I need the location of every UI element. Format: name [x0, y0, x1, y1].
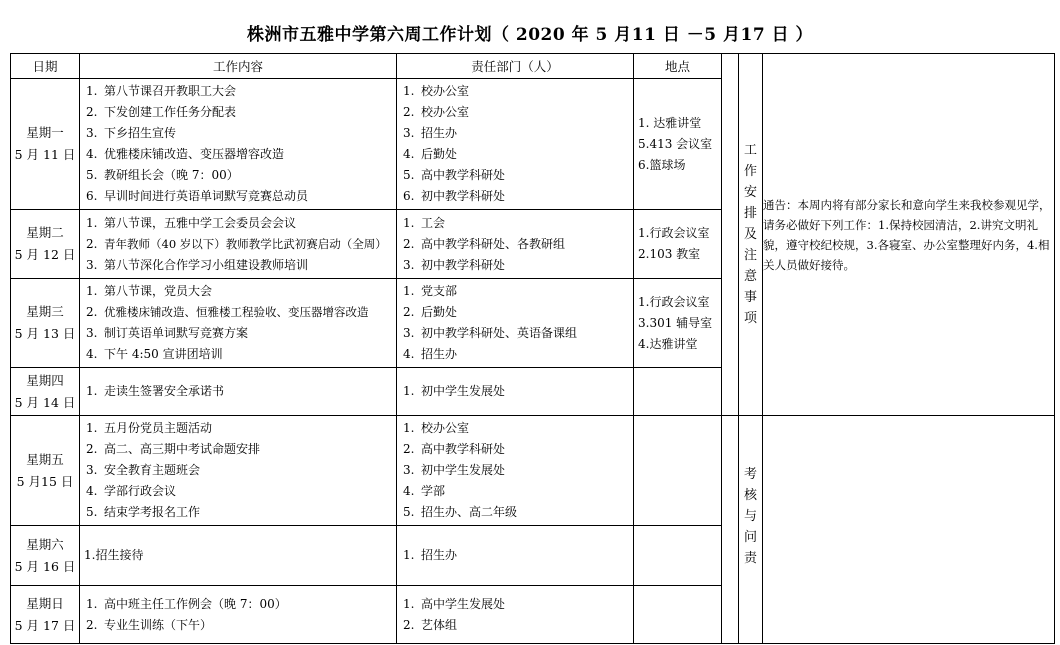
place-item: 2.103 教室 — [638, 247, 701, 261]
task-item: 2. 青年教师（40 岁以下）教师教学比武初赛启动（全周） — [86, 236, 387, 251]
task-item: 3. 安全教育主题班会 — [86, 463, 201, 477]
weekday: 星期五 — [26, 451, 64, 467]
place-cell — [634, 368, 722, 416]
place-cell — [634, 279, 722, 368]
place-item: 1.行政会议室 — [638, 294, 710, 309]
task-item: 1. 第八节课召开教职工大会 — [86, 84, 237, 98]
dept-item: 1. 招生办 — [403, 548, 458, 562]
weekday: 星期六 — [26, 536, 64, 552]
dept-item: 4. 学部 — [403, 484, 446, 498]
dept-item: 2. 高中教学科研处 — [403, 442, 506, 456]
notice-text: 通告：本周内将有部分家长和意向学生来我校参观见学，请务必做好下列工作：1.保持校园清洁，2.讲究文明礼貌，遵守校纪校规，3.各寝室、办公室整理好内务，4.相关人员做好接待。 — [763, 197, 1051, 272]
tasks-cell — [80, 79, 397, 210]
dept-item: 5. 招生办、高二年级 — [403, 505, 518, 519]
task-item: 1.招生接待 — [84, 548, 144, 562]
place-item: 6.篮球场 — [638, 157, 686, 172]
task-item: 4. 优雅楼床铺改造、变压器增容改造 — [86, 147, 285, 161]
dept-item: 2. 高中教学科研处、各教研组 — [403, 236, 566, 251]
place-cell — [634, 79, 722, 210]
date: 5 月 17 日 — [14, 617, 76, 633]
task-item: 6. 早训时间进行英语单词默写竞赛总动员 — [86, 189, 309, 203]
dept-cell — [397, 210, 634, 279]
place-cell — [634, 526, 722, 586]
dept-cell — [397, 79, 634, 210]
task-item: 4. 学部行政会议 — [86, 484, 177, 498]
dept-cell — [397, 586, 634, 644]
dept-cell — [397, 279, 634, 368]
task-item: 1. 高中班主任工作例会（晚 7：00） — [86, 596, 287, 611]
day-cell — [11, 586, 80, 644]
date: 5 月 14 日 — [14, 394, 76, 410]
day-cell — [11, 526, 80, 586]
dept-item: 1. 高中学生发展处 — [403, 596, 506, 611]
task-item: 3. 制订英语单词默写竞赛方案 — [86, 326, 249, 340]
dept-item: 4. 招生办 — [403, 347, 458, 361]
weekday: 星期四 — [26, 372, 64, 388]
day-cell — [11, 79, 80, 210]
task-item: 2. 下发创建工作任务分配表 — [86, 105, 237, 119]
tasks-cell — [80, 526, 397, 586]
day-cell — [11, 210, 80, 279]
date: 5 月 11 日 — [14, 147, 76, 162]
task-item: 2. 优雅楼床铺改造、恒雅楼工程验收、变压器增容改造 — [86, 305, 369, 319]
side-arrange-label: 工作安排及注意事项 — [743, 143, 757, 326]
notice-cell — [763, 54, 1055, 416]
day-cell — [11, 368, 80, 416]
dept-item: 2. 后勤处 — [403, 305, 458, 319]
task-item: 1. 第八节课，党员大会 — [86, 284, 213, 298]
weekday: 星期日 — [26, 595, 64, 611]
task-item: 3. 第八节深化合作学习小组建设教师培训 — [86, 257, 309, 272]
dept-item: 6. 初中教学科研处 — [403, 189, 506, 203]
tasks-cell — [80, 279, 397, 368]
assess-content-cell — [763, 416, 1055, 644]
date: 5 月15 日 — [16, 473, 74, 489]
place-item: 3.301 辅导室 — [638, 315, 713, 330]
dept-item: 1. 校办公室 — [403, 84, 470, 98]
dept-cell — [397, 416, 634, 526]
dept-item: 3. 初中学生发展处 — [403, 463, 506, 477]
tasks-cell — [80, 210, 397, 279]
header-dept: 责任部门（人） — [397, 54, 634, 79]
date: 5 月 16 日 — [14, 558, 76, 574]
dept-item: 3. 初中教学科研处、英语备课组 — [403, 326, 578, 340]
dept-item: 5. 高中教学科研处 — [403, 168, 506, 182]
page-title: 株洲市五雅中学第六周工作计划（ 2020 年 5 月11 日 －5 月17 日 ） — [246, 25, 814, 45]
place-item: 5.413 会议室 — [638, 136, 713, 151]
task-item: 2. 高二、高三期中考试命题安排 — [86, 442, 261, 456]
dept-item: 3. 初中教学科研处 — [403, 257, 506, 272]
tasks-cell — [80, 368, 397, 416]
tasks-cell — [80, 416, 397, 526]
dept-item: 1. 工会 — [403, 215, 446, 230]
task-item: 5. 结束学考报名工作 — [86, 505, 201, 519]
task-item: 1. 第八节课，五雅中学工会委员会会议 — [86, 215, 297, 230]
side-assess-label: 考核与问责 — [743, 467, 757, 566]
place-item: 1. 达雅讲堂 — [638, 115, 702, 130]
task-item: 5. 教研组长会（晚 7：00） — [86, 168, 239, 182]
header-content: 工作内容 — [80, 54, 397, 79]
place-cell — [634, 210, 722, 279]
header-date: 日期 — [11, 54, 80, 79]
place-item: 1.行政会议室 — [638, 226, 710, 240]
place-cell — [634, 586, 722, 644]
side-spacer — [722, 54, 739, 416]
tasks-cell — [80, 586, 397, 644]
task-item: 1. 走读生签署安全承诺书 — [86, 384, 225, 398]
weekday: 星期二 — [26, 225, 64, 240]
day-cell — [11, 416, 80, 526]
side-arrange-cell — [739, 54, 763, 416]
task-item: 1. 五月份党员主题活动 — [86, 421, 213, 435]
work-plan-table — [10, 53, 1055, 644]
header-place: 地点 — [634, 54, 722, 79]
dept-item: 1. 初中学生发展处 — [403, 384, 506, 398]
dept-item: 2. 校办公室 — [403, 105, 470, 119]
day-cell — [11, 279, 80, 368]
date: 5 月 13 日 — [14, 326, 76, 341]
dept-item: 3. 招生办 — [403, 126, 458, 140]
place-item: 4.达雅讲堂 — [638, 336, 698, 351]
dept-item: 2. 艺体组 — [403, 617, 458, 632]
weekday: 星期一 — [26, 125, 64, 140]
dept-cell — [397, 368, 634, 416]
dept-cell — [397, 526, 634, 586]
task-item: 3. 下乡招生宣传 — [86, 126, 177, 140]
side-assess-cell — [739, 416, 763, 644]
dept-item: 1. 党支部 — [403, 284, 458, 298]
date: 5 月 12 日 — [14, 247, 76, 262]
task-item: 2. 专业生训练（下午） — [86, 617, 213, 632]
dept-item: 4. 后勤处 — [403, 147, 458, 161]
task-item: 4. 下午 4:50 宣讲团培训 — [86, 347, 223, 361]
side-spacer — [722, 416, 739, 644]
place-cell — [634, 416, 722, 526]
day-row-fri — [11, 416, 1055, 526]
dept-item: 1. 校办公室 — [403, 421, 470, 435]
weekday: 星期三 — [26, 304, 64, 319]
